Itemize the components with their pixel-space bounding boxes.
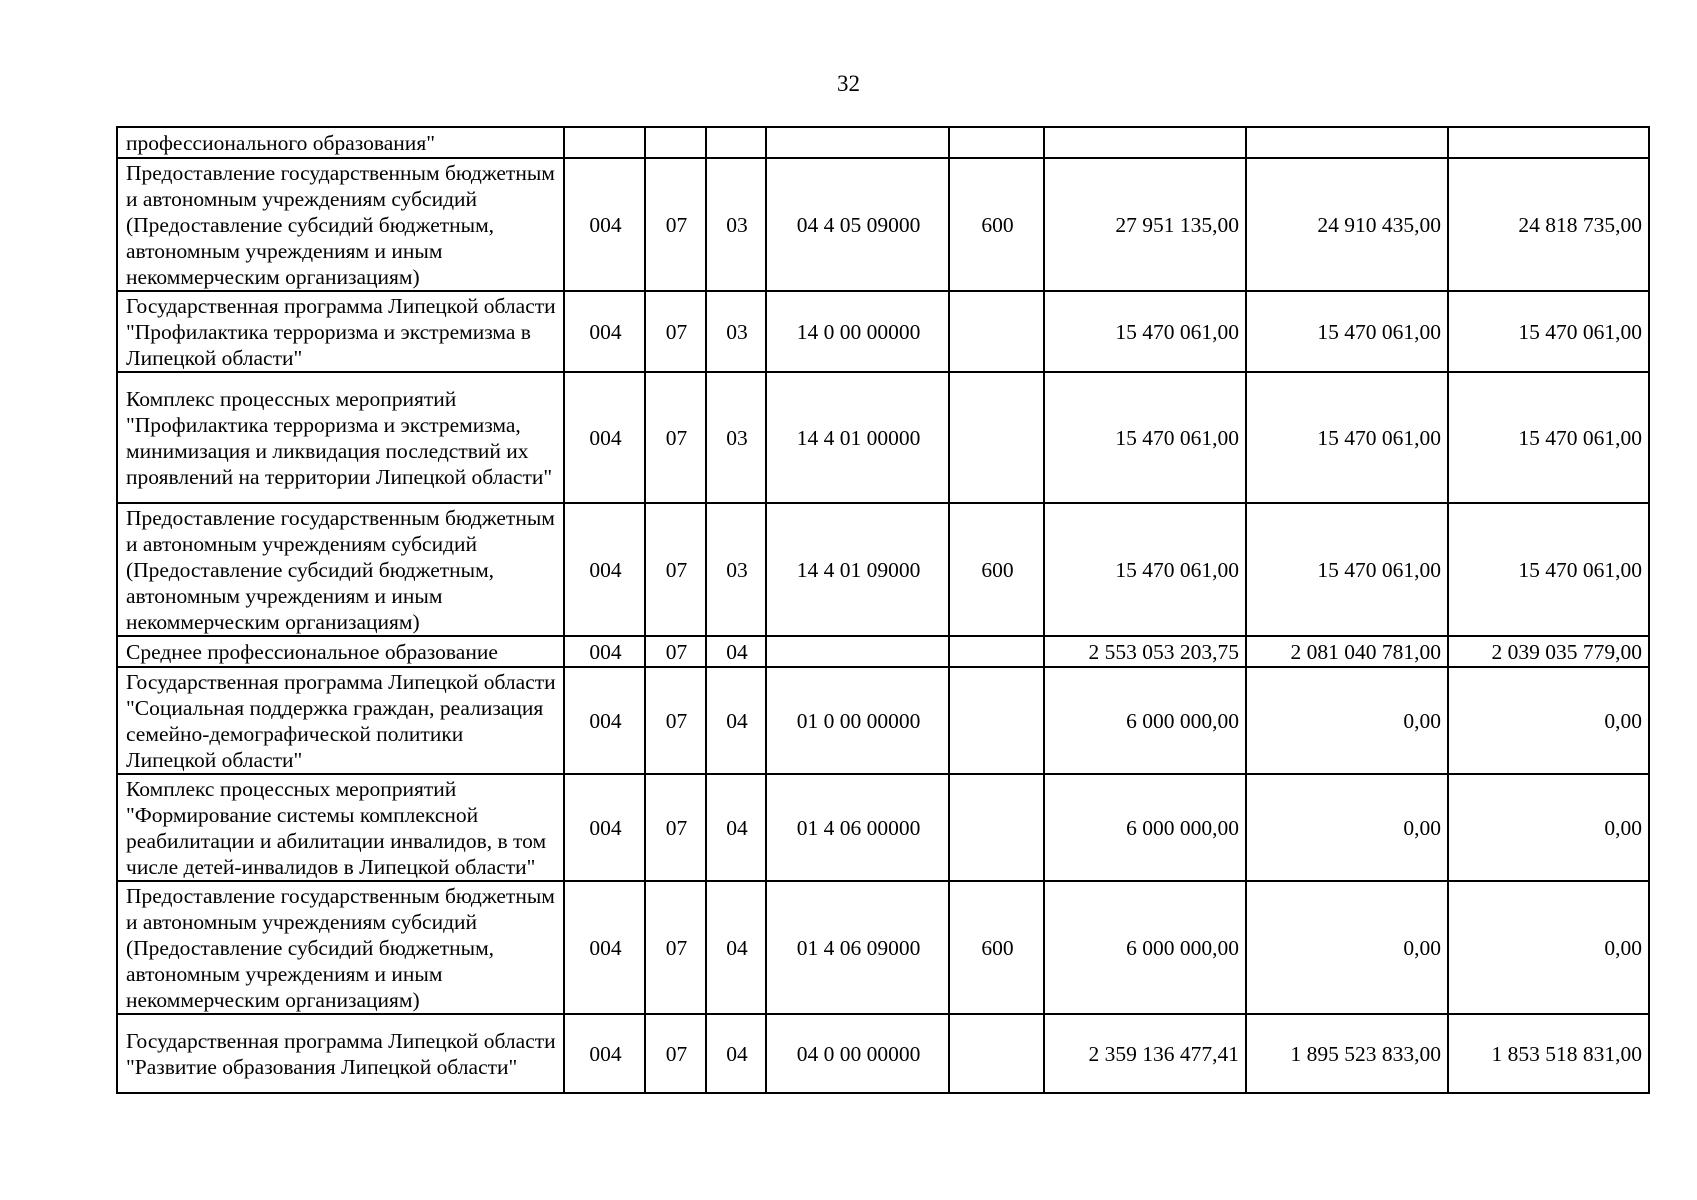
amount-year1-cell: 6 000 000,00: [1044, 881, 1246, 1014]
section-code-cell: 07: [645, 881, 706, 1014]
target-article-cell: 14 4 01 09000: [766, 503, 949, 636]
amount-year2-cell: 15 470 061,00: [1246, 372, 1448, 503]
subsection-code-cell: [706, 127, 766, 158]
target-article-cell: 04 0 00 00000: [766, 1014, 949, 1093]
target-article-cell: 01 4 06 00000: [766, 774, 949, 881]
amount-year2-cell: 0,00: [1246, 667, 1448, 774]
expense-type-cell: [949, 667, 1044, 774]
expense-type-cell: 600: [949, 158, 1044, 291]
expense-type-cell: [949, 291, 1044, 372]
subsection-code-cell: 03: [706, 372, 766, 503]
expense-type-cell: [949, 372, 1044, 503]
row-name-cell: Государственная программа Липецкой области "Социальная поддержка граждан, реализация семейно-демографической политики Липецкой области": [117, 667, 564, 774]
amount-year1-cell: 2 553 053 203,75: [1044, 636, 1246, 667]
amount-year2-cell: 24 910 435,00: [1246, 158, 1448, 291]
amount-year2-cell: 0,00: [1246, 881, 1448, 1014]
subsection-code-cell: 04: [706, 636, 766, 667]
budget-table: [116, 126, 1650, 1094]
subsection-code-cell: 03: [706, 503, 766, 636]
target-article-cell: 04 4 05 09000: [766, 158, 949, 291]
table-row: [117, 158, 1649, 291]
adm-code-cell: 004: [564, 372, 645, 503]
amount-year3-cell: 15 470 061,00: [1448, 503, 1649, 636]
adm-code-cell: 004: [564, 158, 645, 291]
adm-code-cell: 004: [564, 1014, 645, 1093]
amount-year3-cell: 1 853 518 831,00: [1448, 1014, 1649, 1093]
amount-year3-cell: 0,00: [1448, 667, 1649, 774]
amount-year3-cell: 24 818 735,00: [1448, 158, 1649, 291]
amount-year3-cell: 2 039 035 779,00: [1448, 636, 1649, 667]
amount-year2-cell: 1 895 523 833,00: [1246, 1014, 1448, 1093]
section-code-cell: 07: [645, 291, 706, 372]
subsection-code-cell: 04: [706, 1014, 766, 1093]
amount-year2-cell: [1246, 127, 1448, 158]
amount-year1-cell: 6 000 000,00: [1044, 667, 1246, 774]
section-code-cell: 07: [645, 1014, 706, 1093]
subsection-code-cell: 04: [706, 774, 766, 881]
section-code-cell: 07: [645, 503, 706, 636]
amount-year2-cell: 0,00: [1246, 774, 1448, 881]
amount-year2-cell: 2 081 040 781,00: [1246, 636, 1448, 667]
target-article-cell: [766, 636, 949, 667]
amount-year3-cell: 15 470 061,00: [1448, 372, 1649, 503]
adm-code-cell: 004: [564, 774, 645, 881]
amount-year1-cell: 27 951 135,00: [1044, 158, 1246, 291]
table-row: [117, 503, 1649, 636]
table-row: [117, 881, 1649, 1014]
amount-year1-cell: 15 470 061,00: [1044, 503, 1246, 636]
adm-code-cell: 004: [564, 667, 645, 774]
amount-year1-cell: 15 470 061,00: [1044, 291, 1246, 372]
section-code-cell: 07: [645, 158, 706, 291]
table-row: [117, 774, 1649, 881]
subsection-code-cell: 03: [706, 291, 766, 372]
section-code-cell: 07: [645, 636, 706, 667]
target-article-cell: 14 0 00 00000: [766, 291, 949, 372]
subsection-code-cell: 04: [706, 881, 766, 1014]
adm-code-cell: 004: [564, 881, 645, 1014]
section-code-cell: [645, 127, 706, 158]
amount-year3-cell: [1448, 127, 1649, 158]
subsection-code-cell: 03: [706, 158, 766, 291]
section-code-cell: 07: [645, 667, 706, 774]
amount-year1-cell: [1044, 127, 1246, 158]
row-name-cell: Среднее профессиональное образование: [117, 636, 564, 667]
table-body: [117, 127, 1649, 1093]
table-row: [117, 1014, 1649, 1093]
table-row: [117, 667, 1649, 774]
expense-type-cell: [949, 774, 1044, 881]
amount-year2-cell: 15 470 061,00: [1246, 291, 1448, 372]
amount-year3-cell: 0,00: [1448, 881, 1649, 1014]
row-name-cell: Комплекс процессных мероприятий "Формирование системы комплексной реабилитации и абилитации инвалидов, в том числе детей-инвалидов в Липецкой области": [117, 774, 564, 881]
table-row: [117, 636, 1649, 667]
amount-year1-cell: 15 470 061,00: [1044, 372, 1246, 503]
target-article-cell: [766, 127, 949, 158]
table-row: [117, 127, 1649, 158]
target-article-cell: 01 0 00 00000: [766, 667, 949, 774]
adm-code-cell: 004: [564, 503, 645, 636]
row-name-cell: профессионального образования": [117, 127, 564, 158]
subsection-code-cell: 04: [706, 667, 766, 774]
expense-type-cell: [949, 636, 1044, 667]
amount-year1-cell: 6 000 000,00: [1044, 774, 1246, 881]
target-article-cell: 14 4 01 00000: [766, 372, 949, 503]
expense-type-cell: [949, 1014, 1044, 1093]
table-row: [117, 372, 1649, 503]
expense-type-cell: [949, 127, 1044, 158]
adm-code-cell: [564, 127, 645, 158]
amount-year3-cell: 15 470 061,00: [1448, 291, 1649, 372]
row-name-cell: Государственная программа Липецкой области "Развитие образования Липецкой области": [117, 1014, 564, 1093]
section-code-cell: 07: [645, 774, 706, 881]
expense-type-cell: 600: [949, 881, 1044, 1014]
table-row: [117, 291, 1649, 372]
section-code-cell: 07: [645, 372, 706, 503]
page-number: 32: [837, 71, 860, 96]
row-name-cell: Предоставление государственным бюджетным и автономным учреждениям субсидий (Предоставление субсидий бюджетным, автономным учреждениям и иным некоммерческим организациям): [117, 881, 564, 1014]
amount-year3-cell: 0,00: [1448, 774, 1649, 881]
target-article-cell: 01 4 06 09000: [766, 881, 949, 1014]
row-name-cell: Предоставление государственным бюджетным и автономным учреждениям субсидий (Предоставление субсидий бюджетным, автономным учреждениям и иным некоммерческим организациям): [117, 158, 564, 291]
amount-year2-cell: 15 470 061,00: [1246, 503, 1448, 636]
adm-code-cell: 004: [564, 291, 645, 372]
row-name-cell: Предоставление государственным бюджетным и автономным учреждениям субсидий (Предоставление субсидий бюджетным, автономным учреждениям и иным некоммерческим организациям): [117, 503, 564, 636]
row-name-cell: Государственная программа Липецкой области "Профилактика терроризма и экстремизма в Липецкой области": [117, 291, 564, 372]
row-name-cell: Комплекс процессных мероприятий "Профилактика терроризма и экстремизма, минимизация и ликвидация последствий их проявлений на территории Липецкой области": [117, 372, 564, 503]
expense-type-cell: 600: [949, 503, 1044, 636]
amount-year1-cell: 2 359 136 477,41: [1044, 1014, 1246, 1093]
adm-code-cell: 004: [564, 636, 645, 667]
